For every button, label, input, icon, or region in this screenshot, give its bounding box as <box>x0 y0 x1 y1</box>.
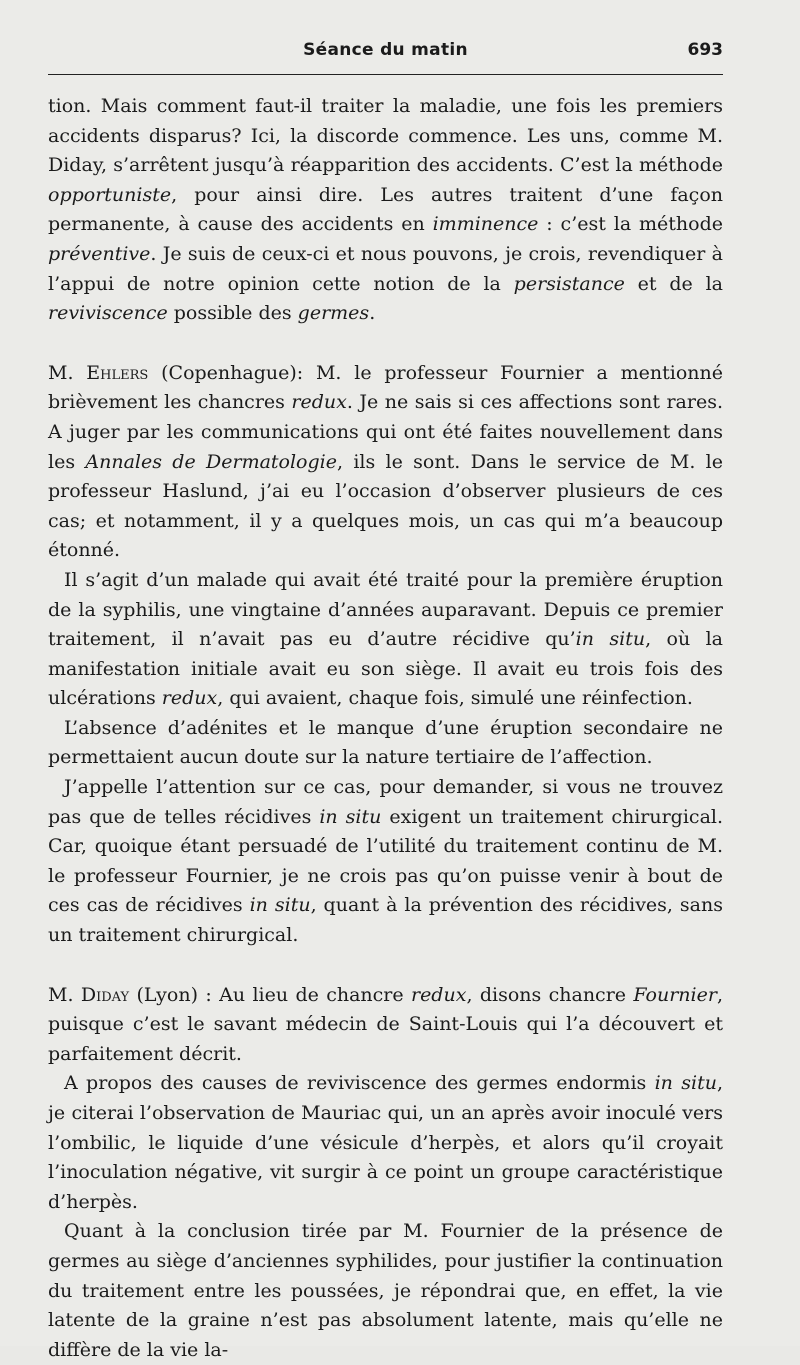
italic-term: in situ <box>319 805 382 828</box>
text-run: . Je suis de ceux-ci et nous pouvons, je crois, revendiquer à l’appui de notre opinion cette notion de la <box>48 242 723 295</box>
paragraph-p6 <box>48 981 723 1070</box>
italic-term: préventive <box>48 242 151 265</box>
italic-term: redux <box>410 983 467 1006</box>
italic-term: opportuniste <box>48 183 172 206</box>
italic-term: persistance <box>513 272 625 295</box>
page-header <box>48 38 723 66</box>
text-run: Il s’agit d’un malade qui avait été traité pour la première éruption de la syphilis, une vingtaine d’années auparavant. Depuis ce premier traitement, il n’avait pas eu d’autre récidive qu’ <box>48 568 723 651</box>
text-run: , puisque c’est le savant médecin de Saint-Louis qui l’a découvert et parfaitement décrit. <box>48 983 723 1065</box>
paragraph-p4 <box>48 714 723 773</box>
text-run: L’absence d’adénites et le manque d’une éruption secondaire ne permettaient aucun doute sur la nature tertiaire de l’affection. <box>48 716 723 769</box>
running-title: Séance du matin <box>303 40 468 60</box>
text-run: , pour ainsi dire. Les autres traitent d’une façon permanente, à cause des accidents en <box>48 183 723 236</box>
text-run: M. <box>48 361 87 384</box>
text-run: , disons chancre <box>466 983 634 1006</box>
page-number: 693 <box>687 40 723 60</box>
text-run: , ils le sont. Dans le service de M. le professeur Haslund, j’ai eu l’occasion d’observer plusieurs de ces cas; et notamment, il y a quelques mois, un cas qui m’a beaucoup étonné. <box>48 450 723 562</box>
italic-term: Annales de Dermatologie <box>85 450 337 473</box>
text-run: . Je ne sais si ces affections sont rares. A juger par les communications qui ont été faites nouvellement dans les <box>48 391 723 473</box>
paragraph-p3 <box>48 566 723 714</box>
italic-term: redux <box>161 687 218 710</box>
header-rule <box>48 74 723 75</box>
paragraph-p1 <box>48 92 723 329</box>
italic-term: germes <box>297 302 370 325</box>
paragraph-gap <box>48 951 723 981</box>
text-run: . <box>369 302 376 325</box>
paragraph-p5 <box>48 773 723 951</box>
text-run: J’appelle l’attention sur ce cas, pour demander, si vous ne trouvez pas que de telles récidives <box>48 776 723 828</box>
italic-term: in situ <box>249 894 311 917</box>
paragraph-p8 <box>48 1217 723 1365</box>
italic-term: imminence <box>432 213 539 236</box>
paragraph-gap <box>48 329 723 359</box>
italic-term: in situ <box>654 1072 717 1095</box>
text-run: et de la <box>624 272 723 295</box>
body-text <box>48 92 723 1365</box>
text-run: Quant à la conclusion tirée par M. Fournier de la présence de germes au siège d’anciennes syphilides, pour justifier la continuation du traitement entre les poussées, je répondrai que, en effet, la vie latente de la graine n’est pas absolument latente, mais qu’elle ne diffère de la vie la- <box>48 1220 723 1361</box>
text-run: (Lyon) : Au lieu de chancre <box>129 983 411 1006</box>
paragraph-p7 <box>48 1069 723 1217</box>
italic-term: redux <box>291 391 347 414</box>
italic-term: reviviscence <box>48 302 168 325</box>
text-run: , qui avaient, chaque fois, simulé une réinfection. <box>217 687 693 710</box>
text-run: , je citerai l’observation de Mauriac qui, un an après avoir inoculé vers l’ombilic, le liquide d’une vésicule d’herpès, et alors qu’il croyait l’inoculation négative, vit surgir à ce point un groupe caractéristique d’herpès. <box>48 1072 723 1213</box>
italic-term: Fournier <box>633 983 717 1006</box>
text-run: tion. Mais comment faut-il traiter la maladie, une fois les premiers accidents disparus? Ici, la discorde commence. Les uns, comme M. Diday, s’arrêtent jusqu’à réapparition des accidents. C’est la méthode <box>48 95 723 177</box>
text-run: : c’est la méthode <box>538 213 723 236</box>
text-run: , où la manifestation initiale avait eu son siège. Il avait eu trois fois des ulcérations <box>48 628 723 710</box>
text-run: M. <box>48 983 81 1006</box>
text-run: , quant à la prévention des récidives, sans un traitement chirurgical. <box>48 894 723 947</box>
text-run: (Copenhague): M. le professeur Fournier a mentionné brièvement les chancres <box>48 361 723 414</box>
text-run: A propos des causes de reviviscence des germes endormis <box>64 1072 655 1095</box>
text-run: possible des <box>167 302 298 325</box>
speaker-name: Diday <box>80 983 130 1006</box>
paragraph-p2 <box>48 359 723 566</box>
speaker-name: Ehlers <box>86 361 149 384</box>
text-run: exigent un traitement chirurgical. Car, quoique étant persuadé de l’utilité du traitement continu de M. le professeur Fournier, je ne crois pas qu’on puisse venir à bout de ces cas de récidives <box>48 805 724 917</box>
italic-term: in situ <box>575 628 646 651</box>
